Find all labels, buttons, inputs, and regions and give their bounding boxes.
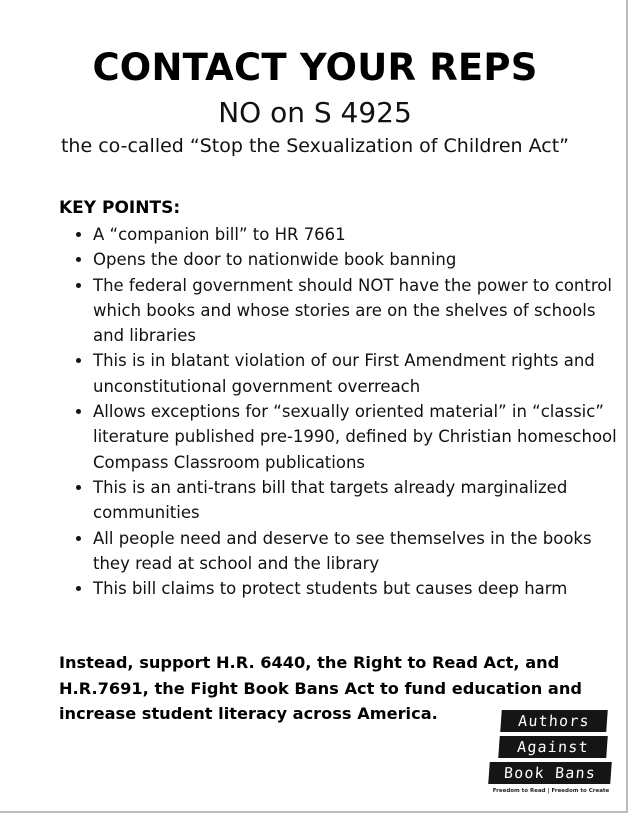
logo-word-book-bans: Book Bans (488, 762, 612, 784)
call-to-action: Instead, support H.R. 6440, the Right to Read Act, and H.R.7691, the Fight Book Bans Act to fund education and increase student literacy across America. (59, 653, 582, 723)
key-points-list (58, 222, 623, 601)
key-point-item: • Allows exceptions for “sexually oriented material” in “classic” literature published pre-1990, defined by Christian homeschool Compass Classroom publications (93, 399, 623, 475)
key-point-item: • This is an anti-trans bill that targets already marginalized communities (93, 475, 623, 526)
authors-against-book-bans-logo (487, 708, 615, 798)
key-points-heading: KEY POINTS: (59, 198, 181, 218)
key-point-item: • This bill claims to protect students but causes deep harm (93, 576, 623, 601)
key-point-item: • All people need and deserve to see themselves in the books they read at school and the library (93, 526, 623, 577)
logo-word-against: Against (498, 736, 608, 758)
bill-name: the co-called “Stop the Sexualization of Children Act” (60, 135, 570, 157)
key-point-item: • A “companion bill” to HR 7661 (93, 222, 623, 247)
logo-word-authors: Authors (500, 710, 608, 732)
key-point-item: • Opens the door to nationwide book banning (93, 247, 623, 272)
page-title: CONTACT YOUR REPS (92, 46, 538, 89)
key-point-item: • The federal government should NOT have the power to control which books and whose stories are on the shelves of schools and libraries (93, 273, 623, 349)
bill-number: NO on S 4925 (218, 96, 412, 129)
key-point-item: • This is in blatant violation of our First Amendment rights and unconstitutional government overreach (93, 348, 623, 399)
logo-tagline: Freedom to Read | Freedom to Create (492, 788, 610, 794)
